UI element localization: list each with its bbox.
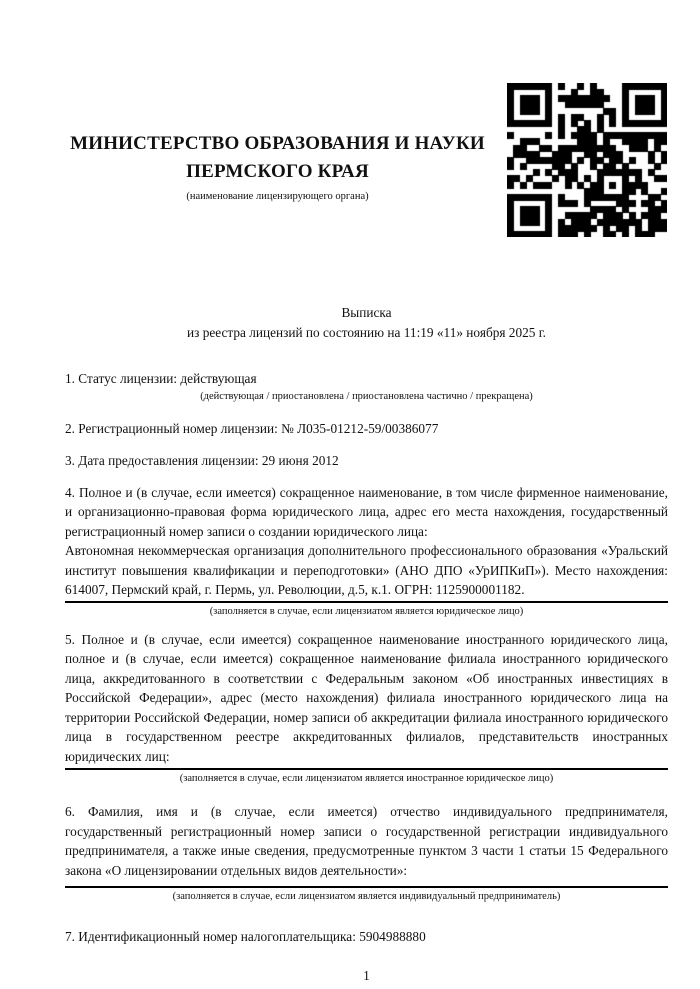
document-body — [65, 303, 668, 985]
foreign-entity-label: 5. Полное и (в случае, если имеется) сокращенное наименование иностранного юридического лица, полное и (в случае, если имеется) сокращенное наименование филиала иностранного юридического лица, аккредитованного в соответствии с Федеральным законом «Об иностранных инвестициях в Российской Федерации», адрес (место нахождения) филиала иностранного юридического лица на территории Российской Федерации, номер записи об аккредитации филиала иностранного юридического лица в государственном реестре аккредитованных филиалов, представительств иностранных юридических лиц: — [65, 631, 668, 764]
taxpayer-number-line: 7. Идентификационный номер налогоплательщика: 5904988880 — [65, 929, 426, 944]
document-title-line1: Выписка — [341, 305, 392, 320]
qr-code — [507, 83, 667, 237]
entrepreneur-label: 6. Фамилия, имя и (в случае, если имеется) отчество индивидуального предпринимателя, государственный регистрационный номер записи о государственной регистрации индивидуального предпринимателя, а также иные сведения, предусмотренные пунктом 3 части 1 статьи 15 Федерального закона «О лицензировании отдельных видов деятельности»: — [65, 804, 668, 878]
legal-entity-value: Автономная некоммерческая организация дополнительного профессионального образования «Уральский институт повышения квалификации и переподготовки» (АНО ДПО «УрИПКиП»). Место нахождения: 614007, Пермский край, г. Пермь, ул. Революции, д.5, к.1. ОГРН: 1125900001182. — [65, 543, 668, 597]
licensing-authority-header — [65, 130, 490, 203]
foreign-entity-fill-line — [65, 768, 668, 770]
license-status-line: 1. Статус лицензии: действующая — [65, 371, 257, 386]
authority-caption: (наименование лицензирующего органа) — [186, 191, 369, 202]
legal-entity-label: 4. Полное и (в случае, если имеется) сокращенное наименование, в том числе фирменное наименование, и организационно-правовая форма юридического лица, адрес его места нахождения, государственный регистрационный номер записи о создании юридического лица: — [65, 484, 668, 539]
license-status-options-caption: (действующая / приостановлена / приостановлена частично / прекращена) — [200, 390, 533, 402]
ministry-name-line1: МИНИСТЕРСТВО ОБРАЗОВАНИЯ И НАУКИ — [70, 133, 485, 154]
document-title — [65, 303, 668, 343]
legal-entity-fill-line — [65, 601, 668, 603]
grant-date-line: 3. Дата предоставления лицензии: 29 июня 2012 — [65, 453, 339, 468]
legal-entity-caption: (заполняется в случае, если лицензиатом является юридическое лицо) — [209, 605, 524, 617]
page-number: 1 — [363, 967, 370, 983]
entrepreneur-caption: (заполняется в случае, если лицензиатом является индивидуальный предприниматель) — [172, 891, 561, 902]
ministry-name-line2: ПЕРМСКОГО КРАЯ — [186, 161, 369, 182]
registration-number-line: 2. Регистрационный номер лицензии: № Л035-01212-59/00386077 — [65, 420, 439, 436]
document-title-line2: из реестра лицензий по состоянию на 11:19 «11» ноября 2025 г. — [187, 325, 546, 340]
entrepreneur-fill-line — [65, 886, 668, 888]
foreign-entity-caption: (заполняется в случае, если лицензиатом является иностранное юридическое лицо) — [179, 773, 554, 784]
